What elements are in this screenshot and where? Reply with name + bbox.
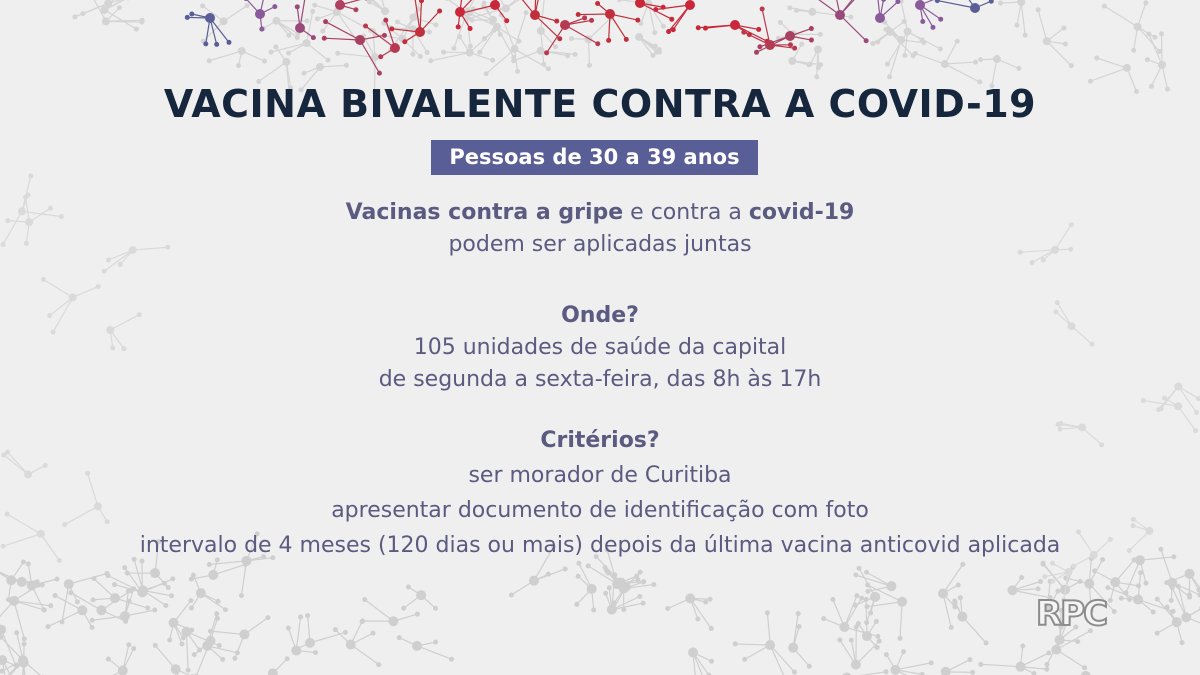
molecule-node [806,0,868,43]
molecule-node [882,20,926,80]
molecule-node [842,669,889,675]
molecule-node [1036,7,1074,68]
age-group-badge: Pessoas de 30 a 39 anos [431,140,758,175]
onde-line: 105 unidades de saúde da capital [413,335,787,360]
molecule-node [1052,671,1091,675]
molecule-node [87,642,136,675]
molecule-node [207,47,267,68]
molecule-node [733,610,797,675]
molecule-node [741,6,797,50]
molecule-node [853,570,896,594]
molecule-node [45,593,94,630]
molecule-node [754,26,814,55]
intro-bold-2: covid-19 [748,200,855,225]
molecule-node [569,16,612,68]
criterios-section [0,425,1200,562]
molecule-node [696,20,770,44]
molecule-node [167,598,194,646]
molecule-node [85,0,145,25]
molecule-node [978,644,1051,675]
molecule-node [913,39,982,85]
intro-section [0,197,1200,261]
molecule-node [511,47,577,64]
molecule-node [428,28,496,63]
molecule-node [202,611,240,662]
molecule-node [185,11,232,46]
criterios-line: intervalo de 4 meses (120 dias ou mais) depois da última vacina anticovid aplicada [139,533,1061,558]
criterios-line: ser morador de Curitiba [468,463,732,488]
onde-line: de segunda a sexta-feira, das 8h às 17h [378,367,822,392]
molecule-node [181,627,221,673]
intro-bold-1: Vacinas contra a gripe [345,200,624,225]
molecule-node [0,635,45,675]
molecule-node [870,19,915,58]
molecule-node [952,595,988,645]
molecule-node [915,0,955,30]
molecule-node [401,584,438,610]
molecule-node [875,0,901,23]
intro-line-2: podem ser aplicadas juntas [448,232,752,257]
molecule-node [935,0,994,13]
molecule-node [286,614,318,655]
molecule-node [360,597,420,626]
molecule-node [688,647,714,675]
molecule-node [333,619,381,667]
molecule-node [993,0,1028,38]
onde-section [0,300,1200,396]
molecule-node [1102,0,1162,54]
molecule-node [106,559,176,598]
page-title: VACINA BIVALENTE CONTRA A COVID-19 [163,82,1037,126]
molecule-node [884,649,934,675]
molecule-node [788,611,812,669]
molecule-node [653,0,695,34]
molecule-node [60,571,110,624]
criterios-heading: Critérios? [540,428,660,453]
molecule-node [244,656,306,675]
molecule-node [357,0,389,15]
molecule-node [923,657,975,675]
molecule-node [322,19,387,75]
molecule-node [0,583,53,642]
intro-text: e contra a [623,200,749,225]
onde-heading: Onde? [561,303,639,328]
molecule-node [397,635,454,662]
molecule-node [132,557,174,608]
criterios-line: apresentar documento de identificação com foto [331,498,869,523]
molecule-node [635,33,662,58]
molecule-node [665,593,713,631]
rpc-logo: RPC [1036,594,1107,634]
